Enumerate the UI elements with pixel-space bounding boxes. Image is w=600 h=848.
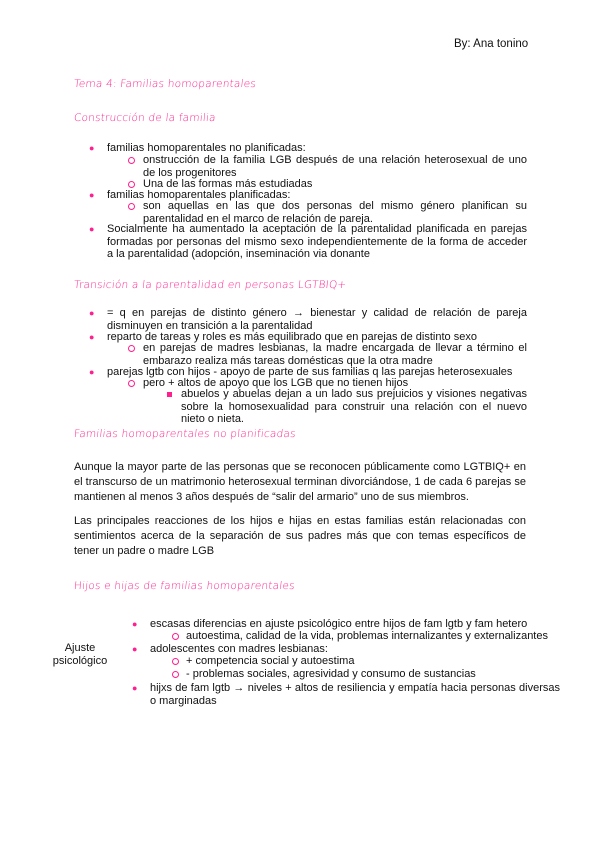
circle-bullet-icon	[172, 633, 179, 640]
bullet-icon: ●	[89, 308, 95, 318]
list-item: abuelos y abuelas dejan a un lado sus prejuicios y visiones negativas sobre la homosexualidad para construir una relación con el nuevo nieto o nieta.	[181, 388, 527, 425]
side-label: Ajuste psicológico	[52, 642, 108, 667]
list-item: = q en parejas de distinto género → bienestar y calidad de relación de pareja disminuyen en transición a la parentalidad	[107, 307, 527, 332]
list-item: reparto de tareas y roles es más equilibrado que en parejas de distinto sexo	[107, 331, 477, 343]
list-item: son aquellas en las que dos personas del mismo género planifican su parentalidad en el marco de relación de pareja.	[143, 200, 527, 225]
list-item: - problemas sociales, agresividad y consumo de sustancias	[186, 668, 476, 680]
circle-bullet-icon	[128, 157, 135, 164]
circle-bullet-icon	[128, 203, 135, 210]
list-item: adolescentes con madres lesbianas:	[150, 643, 328, 655]
bullet-icon: ●	[89, 224, 95, 234]
list-item: pero + altos de apoyo que los LGB que no tienen hijos	[143, 377, 409, 389]
bullet-icon: ●	[89, 143, 95, 153]
heading-no-planificadas: Familias homoparentales no planificadas	[73, 428, 297, 440]
list-item: + competencia social y autoestima	[186, 655, 355, 667]
list-item: Una de las formas más estudiadas	[143, 178, 313, 190]
list-item: en parejas de madres lesbianas, la madre encargada de llevar a término el embarazo realiza más tareas domésticas que la otra madre	[143, 342, 527, 367]
bullet-icon: ●	[89, 367, 95, 377]
list-item: hijxs de fam lgtb → niveles + altos de resiliencia y empatía hacia personas diversas o marginadas	[150, 682, 560, 707]
heading-hijos: Hijos e hijas de familias homoparentales	[73, 580, 296, 592]
circle-bullet-icon	[128, 181, 135, 188]
paragraph: Aunque la mayor parte de las personas que se reconocen públicamente como LGTBIQ+ en el transcurso de un matrimonio heterosexual terminan divorciándose, 1 de cada 6 parejas se mantienen al menos 3 años después de “salir del armario” uno de sus miembros.	[74, 461, 526, 503]
square-bullet-icon	[167, 392, 172, 397]
circle-bullet-icon	[128, 345, 135, 352]
bullet-icon: ●	[132, 644, 138, 654]
list-item: autoestima, calidad de la vida, problemas internalizantes y externalizantes	[186, 630, 548, 642]
list-item: onstrucción de la familia LGB después de una relación heterosexual de uno de los progenitores	[143, 154, 527, 179]
bullet-icon: ●	[89, 190, 95, 200]
list-item: familias homoparentales no planificadas:	[107, 142, 306, 154]
bullet-icon: ●	[132, 683, 138, 693]
circle-bullet-icon	[172, 671, 179, 678]
list-item: parejas lgtb con hijos - apoyo de parte de sus familias q las parejas heterosexuales	[107, 366, 513, 378]
circle-bullet-icon	[128, 380, 135, 387]
bullet-icon: ●	[89, 332, 95, 342]
list-item: escasas diferencias en ajuste psicológico entre hijos de fam lgtb y fam hetero	[150, 618, 528, 630]
heading-transicion: Transición a la parentalidad en personas LGTBIQ+	[73, 279, 348, 291]
author-line: By: Ana tonino	[454, 38, 529, 50]
heading-construccion: Construcción de la familia	[73, 112, 217, 124]
list-item: familias homoparentales planificadas:	[107, 189, 291, 201]
page-title: Tema 4: Familias homoparentales	[73, 78, 257, 90]
circle-bullet-icon	[172, 658, 179, 665]
paragraph: Las principales reacciones de los hijos e hijas en estas familias están relacionadas con sentimientos acerca de la separación de sus padres más que con temas específicos de tener un padre o madre LGB	[74, 515, 526, 557]
bullet-icon: ●	[132, 619, 138, 629]
list-item: Socialmente ha aumentado la aceptación de la parentalidad planificada en parejas formadas por personas del mismo sexo independientemente de la forma de acceder a la parentalidad (adopción, inseminación via donante	[107, 223, 527, 260]
